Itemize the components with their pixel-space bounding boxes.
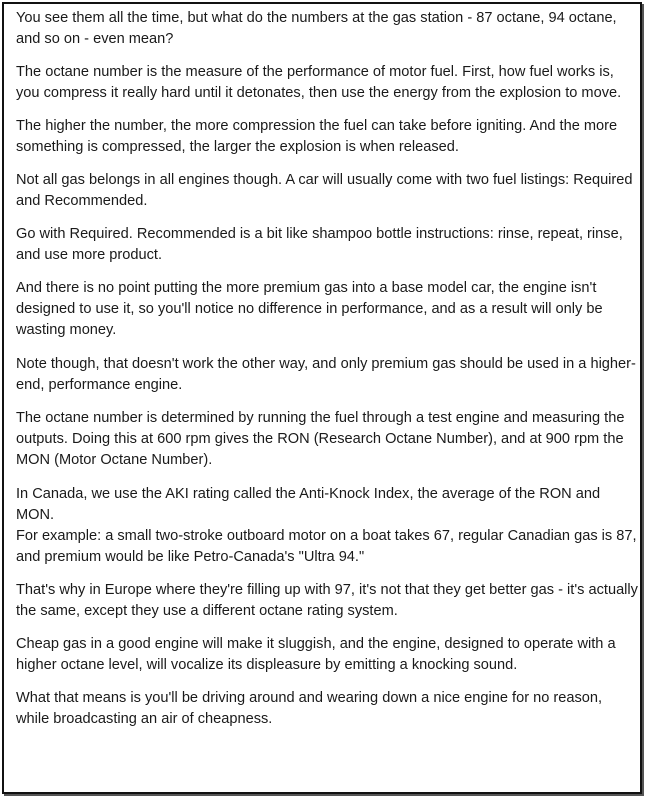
paragraph-higher-number: The higher the number, the more compression the fuel can take before igniting. And the more something is compressed, the larger the explosion is when released. <box>16 118 618 155</box>
paragraph-go-with-required: Go with Required. Recommended is a bit like shampoo bottle instructions: rinse, repeat, rinse, and use more product. <box>16 226 623 263</box>
paragraph-example: For example: a small two-stroke outboard motor on a boat takes 67, regular Canadian gas is 87, and premium would be like Petro-Canada's "Ultra 94." <box>16 528 637 565</box>
paragraph-canada-aki: In Canada, we use the AKI rating called the Anti-Knock Index, the average of the RON and MON. <box>16 486 601 523</box>
paragraph-europe: That's why in Europe where they're filling up with 97, it's not that they get better gas - it's actually the same, except they use a different octane rating system. <box>16 582 638 619</box>
paragraph-conclusion: What that means is you'll be driving around and wearing down a nice engine for no reason, while broadcasting an air of cheapness. <box>16 690 603 727</box>
paragraph-no-point-premium: And there is no point putting the more premium gas into a base model car, the engine isn't designed to use it, so you'll notice no difference in performance, and as a result will only be wasting money. <box>16 280 603 338</box>
paragraph-cheap-gas: Cheap gas in a good engine will make it sluggish, and the engine, designed to operate with a higher octane level, will vocalize its displeasure by emitting a knocking sound. <box>16 636 616 673</box>
paragraph-fuel-listings: Not all gas belongs in all engines though. A car will usually come with two fuel listings: Required and Recommended. <box>16 172 633 209</box>
paragraph-octane-definition: The octane number is the measure of the performance of motor fuel. First, how fuel works is, you compress it really hard until it detonates, then use the energy from the explosion to move. <box>16 64 622 101</box>
paragraph-test-engine: The octane number is determined by running the fuel through a test engine and measuring the outputs. Doing this at 600 rpm gives the RON (Research Octane Number), and at 900 rpm the MON (Motor Octane Number). <box>16 410 625 468</box>
paragraph-intro: You see them all the time, but what do the numbers at the gas station - 87 octane, 94 octane, and so on - even mean? <box>16 10 617 47</box>
paragraph-note-other-way: Note though, that doesn't work the other way, and only premium gas should be used in a higher-end, performance engine. <box>16 356 636 393</box>
article-frame <box>2 2 642 794</box>
